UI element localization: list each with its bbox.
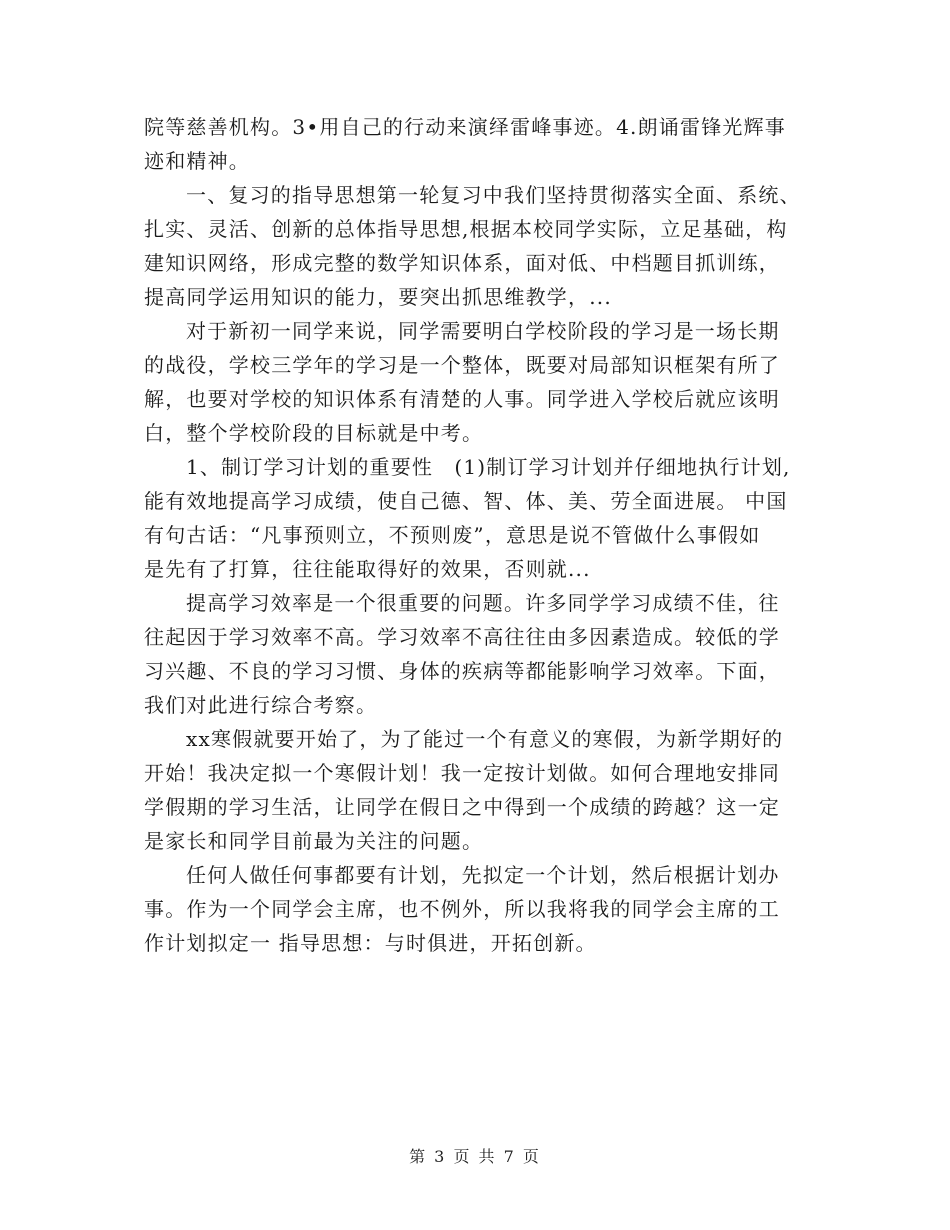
text-line: 是家长和同学目前最为关注的问题。 bbox=[144, 829, 484, 853]
paragraph-6 bbox=[144, 722, 814, 858]
page-number-footer: 第 3 页 共 7 页 bbox=[409, 1147, 541, 1166]
text-line: 迹和精神。 bbox=[144, 149, 250, 173]
text-line: 扎实、灵活、创新的总体指导思想,根据本校同学实际，立足基础，构 bbox=[144, 217, 788, 241]
text-line: 提高同学运用知识的能力，要突出抓思维教学，... bbox=[144, 285, 612, 309]
text-line: 的战役，学校三学年的学习是一个整体，既要对局部知识框架有所了 bbox=[144, 353, 780, 377]
text-line: 建知识网络，形成完整的数学知识体系，面对低、中档题目抓训练， bbox=[144, 251, 780, 275]
paragraph-5 bbox=[144, 586, 814, 722]
text-line: 事。作为一个同学会主席，也不例外，所以我将我的同学会主席的工 bbox=[144, 897, 780, 921]
paragraph-1 bbox=[144, 110, 814, 178]
paragraph-7 bbox=[144, 858, 814, 960]
text-line: xx寒假就要开始了，为了能过一个有意义的寒假，为新学期好的 bbox=[186, 727, 784, 751]
text-line: 往起因于学习效率不高。学习效率不高往往由多因素造成。较低的学 bbox=[144, 625, 780, 649]
text-line: 院等慈善机构。3•用自己的行动来演绎雷峰事迹。4.朗诵雷锋光辉事 bbox=[144, 115, 787, 139]
text-line: 我们对此进行综合考察。 bbox=[144, 693, 378, 717]
document-body bbox=[144, 110, 814, 960]
paragraph-4 bbox=[144, 450, 814, 586]
paragraph-2 bbox=[144, 178, 814, 314]
text-line: 是先有了打算，往往能取得好的效果，否则就... bbox=[144, 557, 591, 581]
text-line: 有句古话：“凡事预则立，不预则废”，意思是说不管做什么事假如 bbox=[144, 523, 761, 547]
text-line: 任何人做任何事都要有计划，先拟定一个计划，然后根据计划办 bbox=[186, 863, 780, 887]
text-line: 提高学习效率是一个很重要的问题。许多同学学习成绩不佳，往 bbox=[186, 591, 780, 615]
text-line: 一、复习的指导思想第一轮复习中我们坚持贯彻落实全面、系统、 bbox=[186, 183, 801, 207]
text-line: 1、制订学习计划的重要性 (1)制订学习计划并仔细地执行计划, bbox=[186, 455, 791, 479]
text-line: 解，也要对学校的知识体系有清楚的人事。同学进入学校后就应该明 bbox=[144, 387, 780, 411]
text-line: 白，整个学校阶段的目标就是中考。 bbox=[144, 421, 484, 445]
text-line: 开始！我决定拟一个寒假计划！我一定按计划做。如何合理地安排同 bbox=[144, 761, 780, 785]
text-line: 对于新初一同学来说，同学需要明白学校阶段的学习是一场长期 bbox=[186, 319, 780, 343]
text-line: 习兴趣、不良的学习习惯、身体的疾病等都能影响学习效率。下面， bbox=[144, 659, 780, 683]
text-line: 学假期的学习生活，让同学在假日之中得到一个成绩的跨越？这一定 bbox=[144, 795, 780, 819]
text-line: 作计划拟定一 指导思想：与时俱进，开拓创新。 bbox=[144, 931, 597, 955]
text-line: 能有效地提高学习成绩，使自己德、智、体、美、劳全面进展。 中国 bbox=[144, 489, 788, 513]
paragraph-3 bbox=[144, 314, 814, 450]
